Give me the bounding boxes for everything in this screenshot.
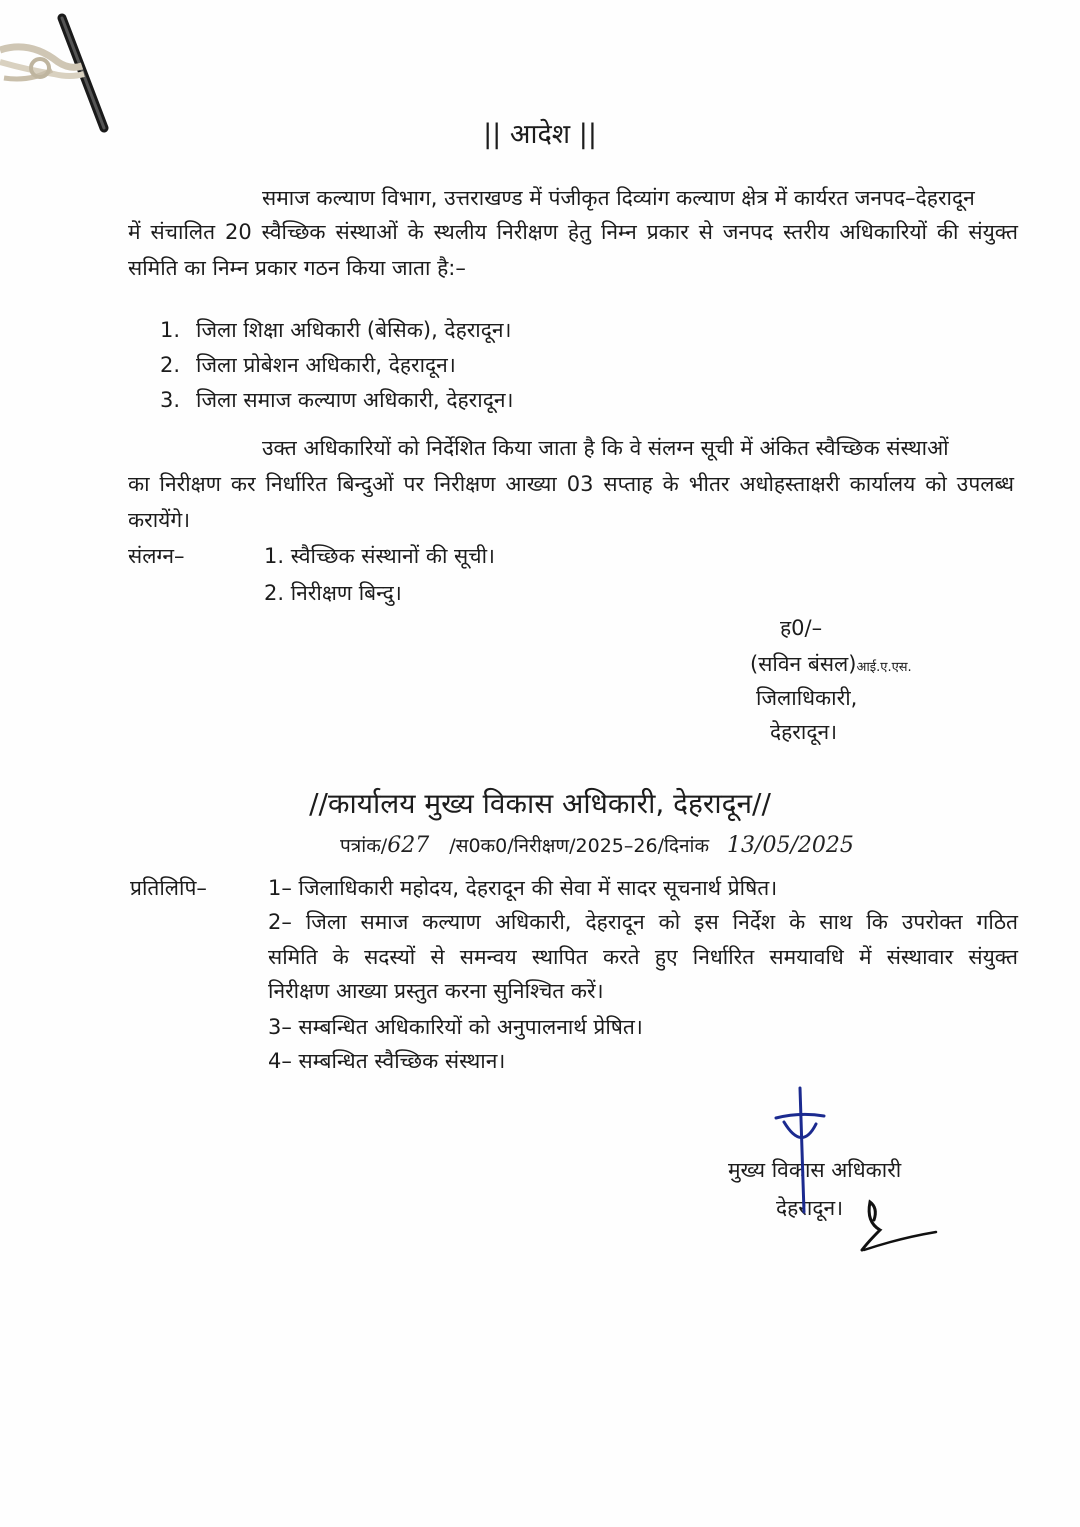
office-heading: //कार्यालय मुख्य विकास अधिकारी, देहरादून//: [309, 787, 771, 820]
para1-line2: में संचालित 20 स्वैच्छिक संस्थाओं के स्थलीय निरीक्षण हेतु निम्न प्रकार से जनपद स्तरीय अधिकारियों की संयुक्त: [128, 220, 1018, 244]
copy-item-3: 3– सम्बन्धित अधिकारियों को अनुपालनार्थ प्रेषित।: [268, 1015, 643, 1039]
signatory-place: देहरादून।: [770, 720, 838, 744]
enclosure-item-1: 1. स्वैच्छिक संस्थानों की सूची।: [264, 544, 495, 568]
para2-line3: करायेंगे।: [128, 508, 191, 532]
reference-line: [340, 832, 854, 858]
para1-line3: समिति का निम्न प्रकार गठन किया जाता है:–: [128, 256, 466, 280]
enclosure-item-2: 2. निरीक्षण बिन्दु।: [264, 581, 402, 605]
ref-number: 627: [387, 833, 430, 858]
ref-middle: /स0क0/निरीक्षण/2025–26/दिनांक: [449, 835, 710, 857]
para2-line1: उक्त अधिकारियों को निर्देशित किया जाता है कि वे संलग्न सूची में अंकित स्वैच्छिक संस्थाओं: [262, 436, 949, 460]
signed-mark: ह0/–: [780, 616, 823, 640]
member-num-3: 3.: [160, 388, 181, 412]
member-item-1: जिला शिक्षा अधिकारी (बेसिक), देहरादून।: [196, 318, 512, 342]
copy-item-2-line2: समिति के सदस्यों से समन्वय स्थापित करते हुए निर्धारित समयावधि में संस्थावार संयुक्त: [268, 945, 1018, 969]
para2-line2: का निरीक्षण कर निर्धारित बिन्दुओं पर निरीक्षण आख्या 03 सप्ताह के भीतर अधोहस्ताक्षरी कार्यालय को उपलब्ध: [128, 472, 1014, 496]
cdo-place: देहरादून।: [776, 1196, 844, 1220]
cdo-designation: मुख्य विकास अधिकारी: [728, 1158, 902, 1182]
member-num-2: 2.: [160, 353, 181, 377]
member-num-1: 1.: [160, 318, 181, 342]
ref-date: 13/05/2025: [727, 833, 854, 858]
enclosure-label: संलग्न–: [128, 544, 185, 568]
copy-item-2-line3: निरीक्षण आख्या प्रस्तुत करना सुनिश्चित करें।: [268, 979, 604, 1003]
cdo-handwritten-signature: [770, 1082, 950, 1262]
member-item-3: जिला समाज कल्याण अधिकारी, देहरादून।: [196, 388, 514, 412]
copy-item-4: 4– सम्बन्धित स्वैच्छिक संस्थान।: [268, 1049, 506, 1073]
order-title: || आदेश ||: [483, 119, 597, 150]
ref-prefix: पत्रांक/: [340, 835, 388, 857]
copy-label: प्रतिलिपि–: [130, 876, 207, 900]
signatory-name: (सविन बंसल)आई.ए.एस.: [750, 652, 912, 676]
copy-item-1: 1– जिलाधिकारी महोदय, देहरादून की सेवा में सादर सूचनार्थ प्रेषित।: [268, 876, 778, 900]
member-item-2: जिला प्रोबेशन अधिकारी, देहरादून।: [196, 353, 456, 377]
copy-item-2-line1: 2– जिला समाज कल्याण अधिकारी, देहरादून को इस निर्देश के साथ कि उपरोक्त गठित: [268, 910, 1018, 934]
signatory-suffix: आई.ए.एस.: [856, 660, 912, 675]
para1-line1: समाज कल्याण विभाग, उत्तराखण्ड में पंजीकृत दिव्यांग कल्याण क्षेत्र में कार्यरत जनपद–देहरादून: [262, 186, 975, 210]
signatory-designation: जिलाधिकारी,: [756, 686, 858, 710]
